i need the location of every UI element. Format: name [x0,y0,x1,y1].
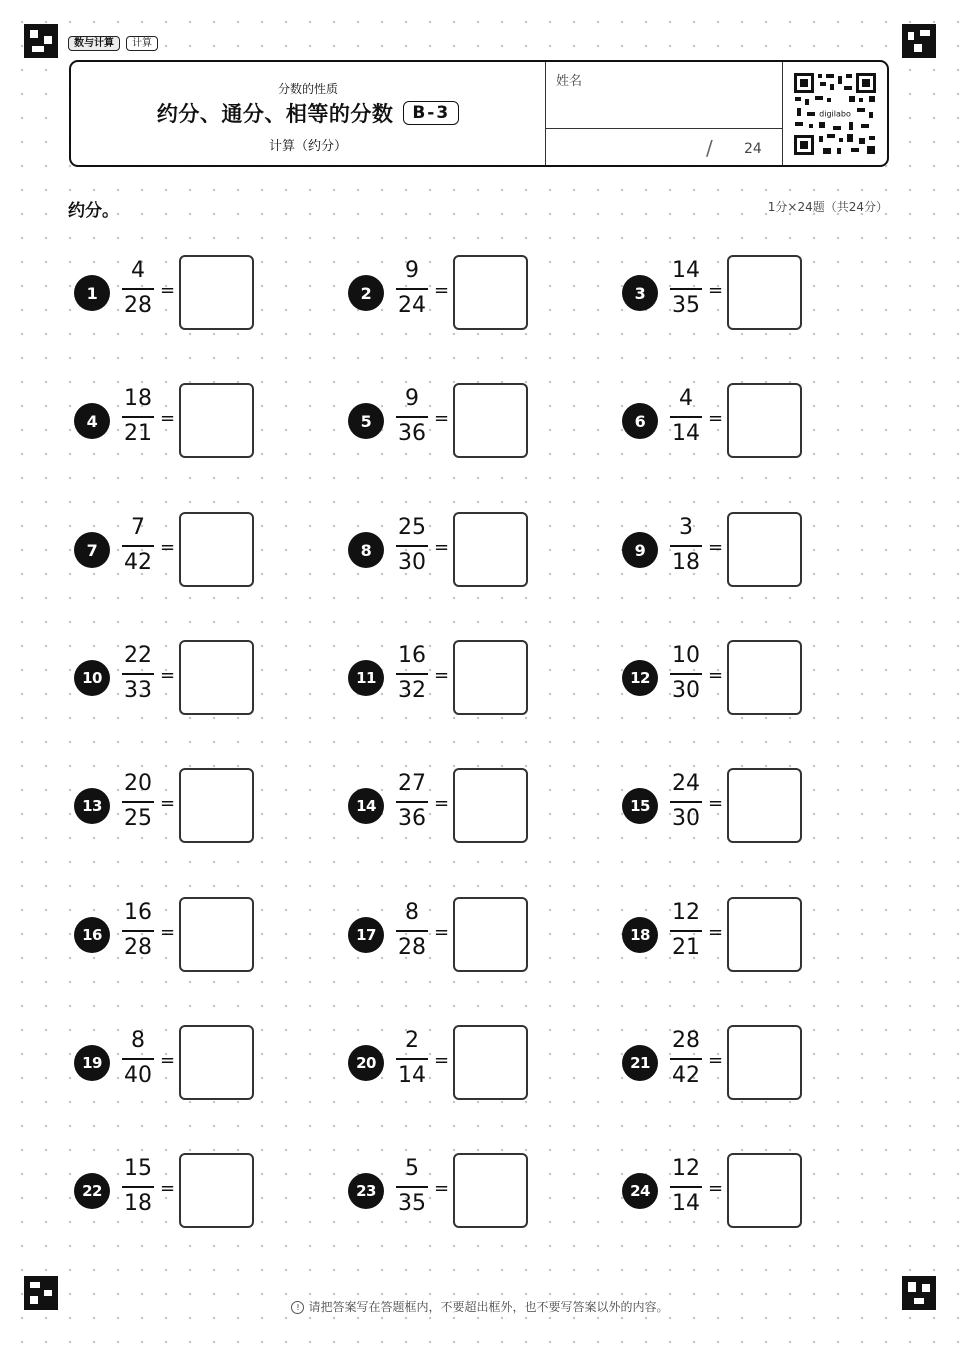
answer-box[interactable] [453,897,528,972]
problem-item [74,1024,314,1104]
answer-box[interactable] [179,1153,254,1228]
section-title: 约分。 [68,201,119,221]
problem-item [74,382,314,462]
problem-item [74,767,314,847]
equals-sign: = [160,922,176,943]
equals-sign: = [708,537,724,558]
fraction [394,386,430,447]
answer-box[interactable] [179,512,254,587]
problem-number-badge: 9 [622,532,658,568]
problem-number-badge: 16 [74,917,110,953]
worksheet-subtitle: 分数的性质 [277,82,338,96]
fraction [668,515,704,576]
fraction-bar [122,801,154,803]
points-info: 1分×24题（共24分） [767,200,888,214]
fraction-denominator: 21 [672,935,700,960]
corner-marker-top-left [24,24,58,58]
answer-box[interactable] [727,1153,802,1228]
corner-marker-top-right [902,24,936,58]
fraction [668,900,704,961]
worksheet-caption: 计算（约分） [268,139,347,154]
problem-number-badge: 7 [74,532,110,568]
fraction-bar [122,288,154,290]
fraction-numerator: 5 [405,1156,419,1181]
problem-number-badge: 4 [74,403,110,439]
qr-code [793,72,877,156]
fraction [120,258,156,319]
equals-sign: = [708,793,724,814]
fraction-numerator: 4 [131,258,145,283]
fraction [668,1028,704,1089]
fraction-numerator: 9 [405,258,419,283]
fraction [394,1028,430,1089]
problem-item [348,1152,588,1232]
problem-number-badge: 17 [348,917,384,953]
fraction-denominator: 14 [672,1191,700,1216]
fraction-denominator: 35 [398,1191,426,1216]
problem-number-badge: 20 [348,1045,384,1081]
category-tags [68,36,158,51]
problem-item [74,254,314,334]
fraction-numerator: 4 [679,386,693,411]
fraction-numerator: 20 [124,771,152,796]
worksheet-title: 约分、通分、相等的分数 [156,102,394,126]
answer-box[interactable] [179,640,254,715]
name-score-block [545,62,783,165]
equals-sign: = [434,280,450,301]
worksheet-code: B-3 [403,101,459,125]
fraction-numerator: 16 [398,643,426,668]
problem-number-badge: 12 [622,660,658,696]
answer-box[interactable] [179,897,254,972]
fraction-numerator: 28 [672,1028,700,1053]
problem-number-badge: 11 [348,660,384,696]
problem-item [348,767,588,847]
problem-item [348,382,588,462]
equals-sign: = [434,793,450,814]
fraction-bar [122,416,154,418]
problem-number-badge: 14 [348,788,384,824]
problem-item [622,382,862,462]
fraction [394,1156,430,1217]
problem-item [74,896,314,976]
fraction-bar [396,545,428,547]
fraction-denominator: 35 [672,293,700,318]
equals-sign: = [160,793,176,814]
equals-sign: = [708,408,724,429]
equals-sign: = [160,537,176,558]
fraction-denominator: 28 [124,293,152,318]
answer-box[interactable] [727,768,802,843]
answer-box[interactable] [727,640,802,715]
fraction-bar [122,673,154,675]
fraction-bar [670,801,702,803]
equals-sign: = [160,408,176,429]
equals-sign: = [708,1178,724,1199]
fraction-numerator: 22 [124,643,152,668]
fraction [120,386,156,447]
problem-number-badge: 15 [622,788,658,824]
title-block [71,62,545,165]
problem-number-badge: 1 [74,275,110,311]
fraction-bar [122,1186,154,1188]
problem-number-badge: 3 [622,275,658,311]
answer-box[interactable] [179,255,254,330]
problem-number-badge: 23 [348,1173,384,1209]
score-total: 24 [744,141,762,157]
problem-item [74,639,314,719]
fraction-denominator: 40 [124,1063,152,1088]
problem-number-badge: 2 [348,275,384,311]
score-slash: / [706,136,713,160]
equals-sign: = [708,1050,724,1071]
equals-sign: = [160,280,176,301]
footer-text: 请把答案写在答题框内，不要超出框外，也不要写答案以外的内容。 [308,1300,669,1314]
fraction [120,900,156,961]
problem-item [348,511,588,591]
fraction-numerator: 12 [672,1156,700,1181]
problem-number-badge: 8 [348,532,384,568]
problem-item [622,896,862,976]
problem-item [622,511,862,591]
fraction-numerator: 16 [124,900,152,925]
answer-box[interactable] [453,640,528,715]
fraction-bar [396,930,428,932]
problem-number-badge: 10 [74,660,110,696]
fraction-denominator: 21 [124,421,152,446]
fraction-numerator: 25 [398,515,426,540]
fraction [394,900,430,961]
fraction-denominator: 36 [398,806,426,831]
problem-item [622,1024,862,1104]
answer-box[interactable] [727,383,802,458]
fraction-denominator: 42 [124,550,152,575]
answer-box[interactable] [727,255,802,330]
fraction [120,1156,156,1217]
problem-item [622,254,862,334]
problem-item [348,896,588,976]
fraction-denominator: 36 [398,421,426,446]
fraction-numerator: 7 [131,515,145,540]
fraction-bar [670,416,702,418]
problem-number-badge: 21 [622,1045,658,1081]
qr-label: digilabo [819,109,851,119]
equals-sign: = [708,280,724,301]
fraction [668,643,704,704]
fraction-denominator: 18 [124,1191,152,1216]
equals-sign: = [434,1050,450,1071]
fraction-numerator: 12 [672,900,700,925]
fraction [120,771,156,832]
answer-box[interactable] [453,512,528,587]
fraction-bar [396,801,428,803]
fraction-bar [396,1058,428,1060]
fraction-denominator: 25 [124,806,152,831]
equals-sign: = [434,665,450,686]
answer-box[interactable] [179,383,254,458]
subcategory-tag: 计算 [126,36,158,51]
equals-sign: = [708,665,724,686]
fraction-denominator: 14 [398,1063,426,1088]
problem-number-badge: 22 [74,1173,110,1209]
problem-number-badge: 6 [622,403,658,439]
name-label: 姓名 [556,74,583,89]
fraction [668,386,704,447]
fraction-bar [122,545,154,547]
problem-number-badge: 5 [348,403,384,439]
fraction-denominator: 30 [672,678,700,703]
category-tag: 数与计算 [68,36,120,51]
answer-box[interactable] [727,512,802,587]
equals-sign: = [160,1050,176,1071]
fraction-bar [396,288,428,290]
equals-sign: = [434,922,450,943]
problem-number-badge: 13 [74,788,110,824]
problem-item [622,767,862,847]
fraction [394,771,430,832]
worksheet-header [69,60,889,167]
fraction-denominator: 32 [398,678,426,703]
answer-box[interactable] [453,255,528,330]
answer-box[interactable] [453,1153,528,1228]
equals-sign: = [160,1178,176,1199]
fraction-denominator: 24 [398,293,426,318]
fraction-numerator: 3 [679,515,693,540]
fraction [394,515,430,576]
fraction-numerator: 8 [131,1028,145,1053]
fraction-numerator: 10 [672,643,700,668]
answer-box[interactable] [179,1025,254,1100]
fraction-numerator: 27 [398,771,426,796]
fraction [120,515,156,576]
fraction-bar [670,1058,702,1060]
equals-sign: = [434,1178,450,1199]
equals-sign: = [434,537,450,558]
fraction [668,771,704,832]
fraction-bar [670,288,702,290]
fraction-bar [670,930,702,932]
fraction [394,643,430,704]
fraction-numerator: 8 [405,900,419,925]
fraction-denominator: 30 [398,550,426,575]
fraction-numerator: 15 [124,1156,152,1181]
problem-item [74,511,314,591]
equals-sign: = [160,665,176,686]
answer-box[interactable] [179,768,254,843]
fraction-bar [122,1058,154,1060]
fraction-denominator: 33 [124,678,152,703]
fraction-denominator: 14 [672,421,700,446]
answer-box[interactable] [453,383,528,458]
answer-box[interactable] [453,1025,528,1100]
equals-sign: = [434,408,450,429]
problem-item [622,1152,862,1232]
fraction [668,258,704,319]
fraction-bar [396,416,428,418]
fraction-numerator: 18 [124,386,152,411]
problem-item [348,1024,588,1104]
fraction [120,643,156,704]
fraction-bar [670,1186,702,1188]
answer-box[interactable] [727,897,802,972]
answer-box[interactable] [453,768,528,843]
fraction-bar [670,545,702,547]
fraction-denominator: 30 [672,806,700,831]
fraction-denominator: 42 [672,1063,700,1088]
fraction [120,1028,156,1089]
footer-note [0,1298,960,1315]
problem-number-badge: 24 [622,1173,658,1209]
fraction-bar [670,673,702,675]
problem-item [74,1152,314,1232]
fraction-numerator: 14 [672,258,700,283]
problem-item [348,254,588,334]
fraction-denominator: 18 [672,550,700,575]
fraction-bar [122,930,154,932]
problem-number-badge: 18 [622,917,658,953]
fraction-numerator: 2 [405,1028,419,1053]
fraction-denominator: 28 [398,935,426,960]
problem-item [348,639,588,719]
answer-box[interactable] [727,1025,802,1100]
fraction [668,1156,704,1217]
info-icon: ! [291,1301,304,1314]
problem-number-badge: 19 [74,1045,110,1081]
equals-sign: = [708,922,724,943]
fraction [394,258,430,319]
fraction-denominator: 28 [124,935,152,960]
fraction-bar [396,673,428,675]
fraction-bar [396,1186,428,1188]
fraction-numerator: 24 [672,771,700,796]
problem-item [622,639,862,719]
fraction-numerator: 9 [405,386,419,411]
